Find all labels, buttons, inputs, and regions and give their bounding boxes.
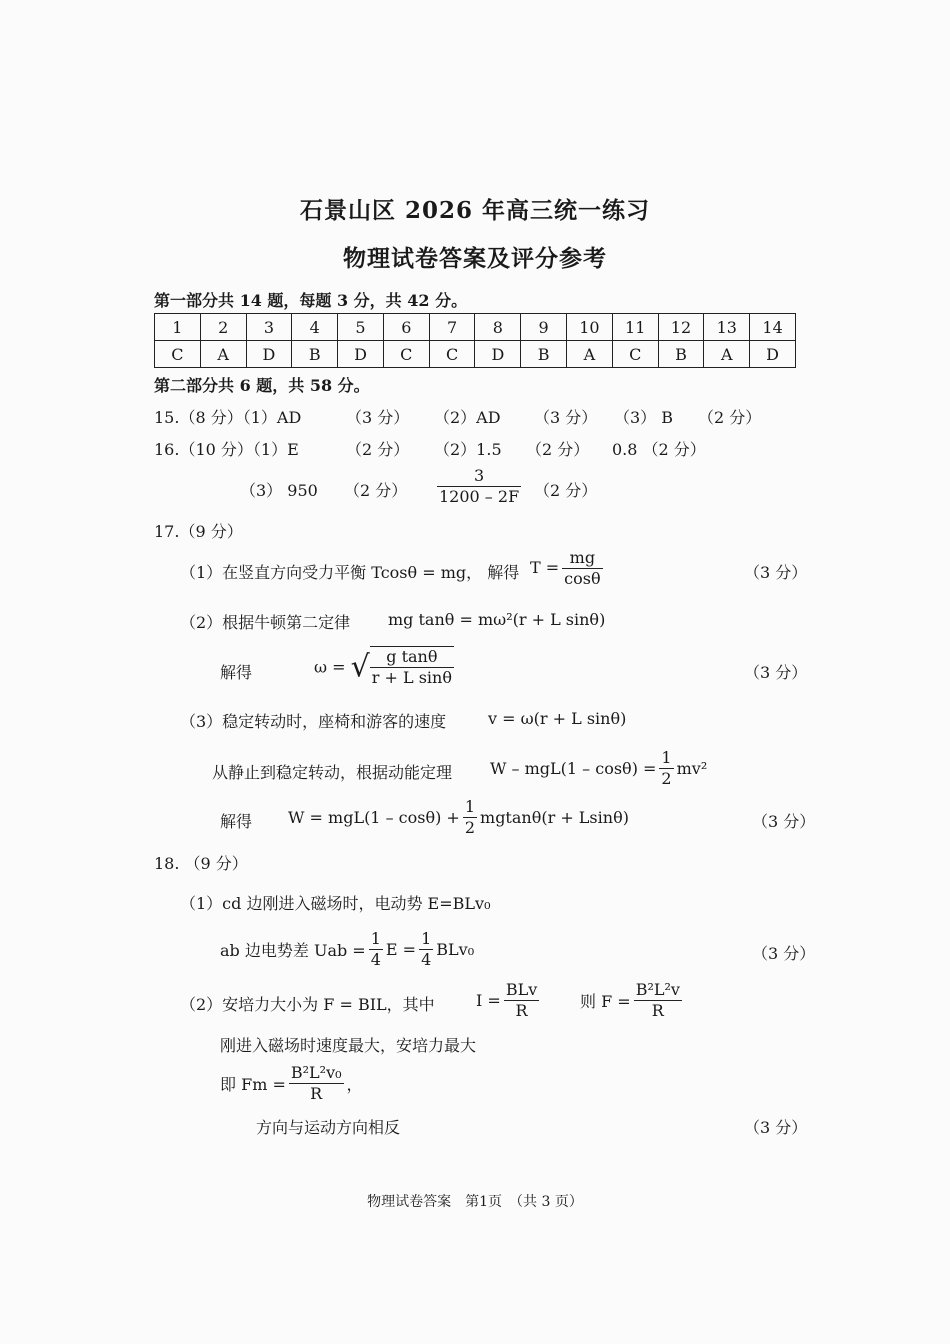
question-number: 13: [704, 314, 750, 341]
answer-table-number-row: [155, 314, 796, 341]
answer-cell: D: [750, 341, 796, 368]
q17-eq1-num: mg: [569, 548, 596, 567]
question-number: 1: [155, 314, 201, 341]
q18-eq3-f-lhs: 则 F =: [580, 992, 631, 1011]
q15-score2: （3 分）: [534, 408, 598, 427]
q16-frac-num: 3: [473, 466, 485, 485]
q18-score2: （3 分）: [744, 1118, 808, 1137]
q15-part2: （2）AD: [434, 408, 501, 427]
q17-eq5-rhs: mv²: [676, 759, 708, 778]
q15-part1: 15.（8 分）（1）AD: [154, 408, 302, 427]
q18-eq5: [220, 1063, 363, 1104]
half-den: 2: [464, 818, 476, 837]
q17-line5: 从静止到稳定转动，根据动能定理: [212, 763, 453, 782]
part2-heading: 第二部分共 6 题，共 58 分。: [154, 376, 370, 395]
answer-cell: D: [246, 341, 292, 368]
answer-cell: A: [567, 341, 613, 368]
q17-eq4: v = ω(r + L sinθ): [488, 709, 627, 728]
quarter-num: 1: [421, 929, 432, 948]
q18-eq2: [220, 929, 474, 970]
q18-score1: （3 分）: [752, 944, 816, 963]
answer-cell: B: [521, 341, 567, 368]
q17-eq1-den: cosθ: [564, 569, 601, 588]
quarter-den: 4: [370, 950, 381, 969]
question-number: 14: [750, 314, 796, 341]
answer-cell: A: [704, 341, 750, 368]
q18-eq5-den: R: [289, 1083, 344, 1104]
answer-cell: B: [292, 341, 338, 368]
page-footer: 物理试卷答案 第1页 （共 3 页）: [367, 1194, 583, 1210]
q18-eq3-f-den: R: [634, 1000, 682, 1021]
q18-eq3-i-den: R: [504, 1000, 539, 1021]
q17-eq3-den: r + L sinθ: [371, 668, 452, 687]
q18-eq5-lhs: 即 Fm =: [220, 1075, 286, 1094]
half-num: 1: [661, 748, 672, 767]
question-number: 9: [521, 314, 567, 341]
q17-eq3-lhs: ω =: [314, 657, 346, 677]
half-num: 1: [464, 797, 476, 816]
quarter-num: 1: [370, 929, 381, 948]
question-number: 3: [246, 314, 292, 341]
question-number: 10: [567, 314, 613, 341]
question-number: 7: [429, 314, 475, 341]
q15-score1: （3 分）: [346, 408, 410, 427]
q17-eq3: [314, 646, 454, 688]
q17-heading: 17.（9 分）: [154, 522, 243, 541]
q16-score2: （2 分）: [526, 440, 590, 459]
q18-line1: （1）cd 边刚进入磁场时，电动势 E=BLv₀: [180, 894, 491, 913]
q17-eq1-lhs: T =: [530, 558, 560, 577]
q17-line3: 解得: [220, 663, 253, 682]
q17-eq2: mg tanθ = mω²(r + L sinθ): [388, 610, 606, 629]
page-subtitle: 物理试卷答案及评分参考: [343, 245, 607, 272]
q18-line6: 方向与运动方向相反: [256, 1118, 401, 1137]
q16-part2: （2）1.5: [434, 440, 502, 459]
q17-score1: （3 分）: [744, 563, 808, 582]
answer-cell: C: [155, 341, 201, 368]
question-number: 8: [475, 314, 521, 341]
q18-heading: 18. （9 分）: [154, 854, 248, 873]
answer-cell: B: [658, 341, 704, 368]
answer-cell: D: [475, 341, 521, 368]
part1-heading: 第一部分共 14 题，每题 3 分，共 42 分。: [154, 291, 468, 310]
q17-eq1: [530, 548, 606, 589]
question-number: 11: [612, 314, 658, 341]
q16-score1: （2 分）: [346, 440, 410, 459]
q15-part3: （3） B: [614, 408, 674, 427]
q17-line4: （3）稳定转动时，座椅和游客的速度: [180, 712, 447, 731]
q17-line6: 解得: [220, 812, 253, 831]
q18-eq5-tail: ，: [346, 1075, 363, 1094]
question-number: 5: [338, 314, 384, 341]
q18-eq2-lhs: ab 边电势差 Uab =: [220, 941, 366, 960]
quarter-den: 4: [421, 950, 432, 969]
q18-eq2-mid: E =: [385, 940, 417, 959]
q16-frac-den: 1200 – 2F: [439, 487, 520, 506]
answer-cell: C: [429, 341, 475, 368]
q17-eq6-lhs: W = mgL(1 – cosθ) +: [288, 808, 460, 827]
q17-line1: （1）在竖直方向受力平衡 Tcosθ = mg， 解得: [180, 563, 520, 582]
q17-score2: （3 分）: [744, 663, 808, 682]
q17-eq5-lhs: W – mgL(1 – cosθ) =: [490, 759, 657, 778]
answer-table-answer-row: [155, 341, 796, 368]
q16-part3: （3） 950: [240, 481, 318, 500]
q16-score4: （2 分）: [534, 481, 598, 500]
half-den: 2: [661, 769, 672, 788]
q18-line3: （2）安培力大小为 F = BIL，其中: [180, 995, 435, 1014]
q18-eq3-i-lhs: I =: [476, 991, 501, 1010]
q17-score3: （3 分）: [752, 812, 816, 831]
q17-eq6: [288, 797, 629, 838]
page-title: 石景山区 2026 年高三统一练习: [299, 197, 651, 224]
sqrt-symbol: √ $\frac{\text{g tanθ}}{\text{r + L sinθ}}$: [350, 647, 452, 687]
question-number: 4: [292, 314, 338, 341]
q17-eq3-num: g tanθ: [386, 647, 438, 666]
q16-part1: 16.（10 分）（1）E: [154, 440, 299, 459]
q16-part2b: 0.8 （2 分）: [612, 440, 706, 459]
q18-eq3-f: [580, 980, 685, 1021]
q18-eq5-num: B²L²v₀: [290, 1063, 342, 1082]
q17-line2: （2）根据牛顿第二定律: [180, 613, 351, 632]
answer-cell: D: [338, 341, 384, 368]
question-number: 2: [200, 314, 246, 341]
answer-cell: A: [200, 341, 246, 368]
q18-eq3-i-num: BLv: [505, 980, 538, 999]
q16-fraction: [434, 466, 524, 507]
q18-eq2-rhs: BLv₀: [436, 940, 475, 959]
answer-table: [154, 313, 796, 368]
answer-cell: C: [383, 341, 429, 368]
q18-eq3-f-num: B²L²v: [635, 980, 680, 999]
question-number: 12: [658, 314, 704, 341]
q17-eq6-rhs: mgtanθ(r + Lsinθ): [480, 808, 629, 827]
q18-line4: 刚进入磁场时速度最大，安培力最大: [220, 1036, 477, 1055]
question-number: 6: [383, 314, 429, 341]
answer-cell: C: [612, 341, 658, 368]
q15-score3: （2 分）: [698, 408, 762, 427]
q16-score3: （2 分）: [344, 481, 408, 500]
q18-eq3-i: [476, 980, 542, 1021]
q17-eq5: [490, 748, 707, 789]
